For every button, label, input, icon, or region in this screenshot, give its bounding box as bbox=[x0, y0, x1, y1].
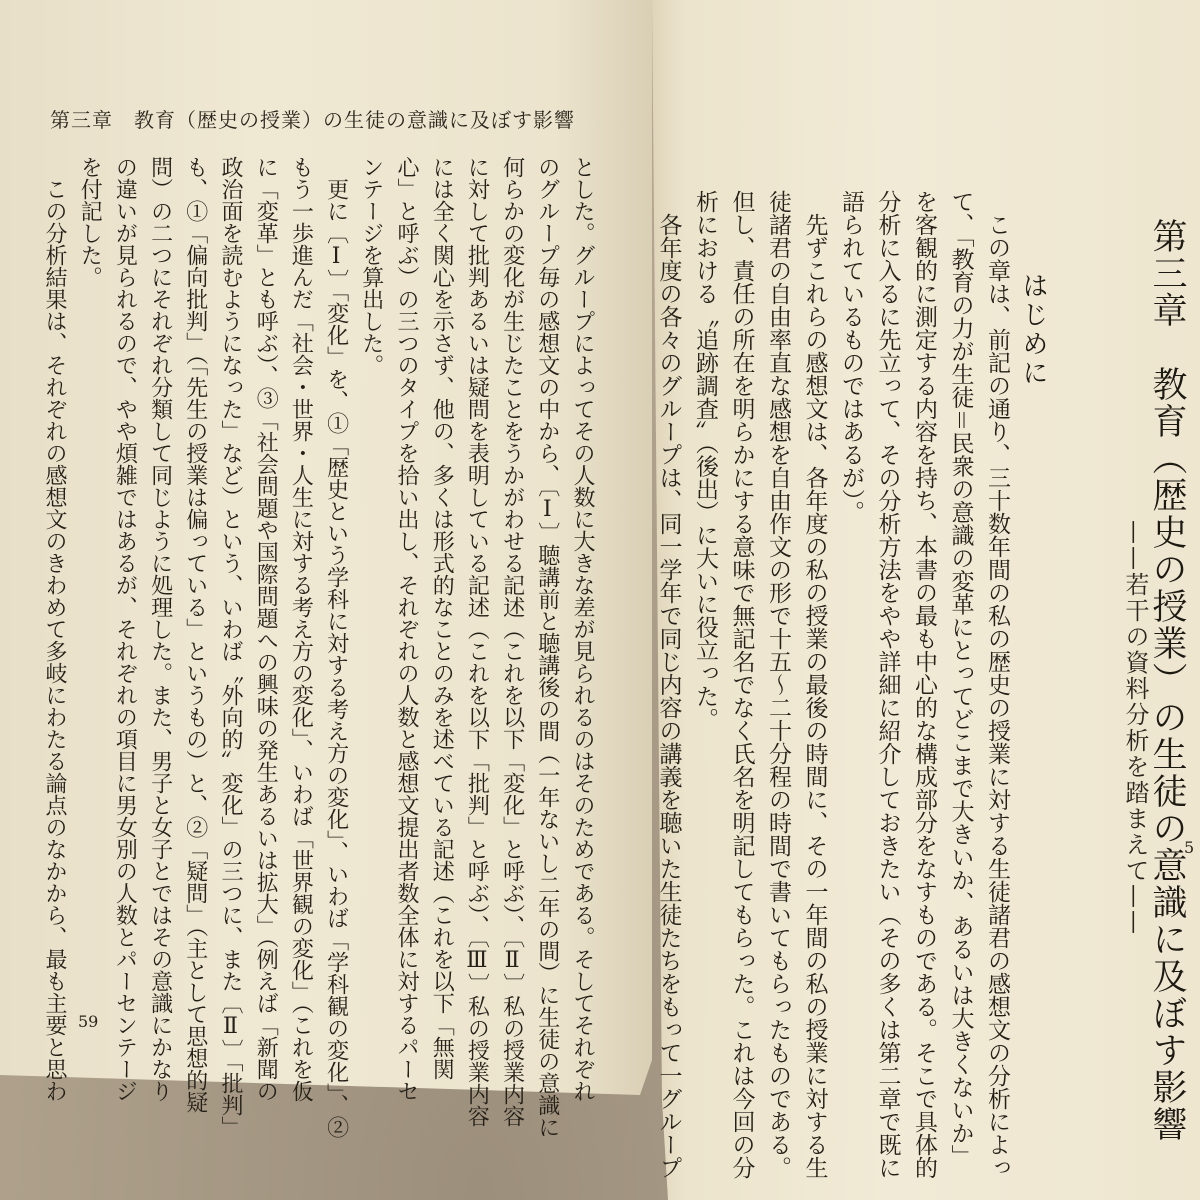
text-column: 政治面を読むようになった」など）という、いわば〝外向的〟変化」の三つに、また〔Ⅱ〕「批判」 bbox=[218, 156, 243, 1138]
text-column: に「変革」とも呼ぶ）、③「社会問題や国際問題への興味の発生あるいは拡大」（例えば「新聞の bbox=[253, 156, 279, 1102]
text-column: 更に〔Ⅰ〕「変化」を、①「歴史という学科に対する考え方の変化」、いわば「学科観の変化」、② bbox=[323, 178, 349, 1138]
text-column: て、「教育の力が生徒＝民衆の意識の変革にとってどこまで大きいか、あるいは大きくないか」 bbox=[947, 190, 974, 1168]
text-column: を付記した。 bbox=[77, 156, 103, 288]
chapter-title: 第三章 教育（歴史の授業）の生徒の意識に及ぼす影響 bbox=[1147, 218, 1187, 1143]
text-column: 心」と呼ぶ）の三つのタイプを拾い出し、それぞれの人数と感想文提出者数全体に対するパーセ bbox=[394, 156, 419, 1102]
running-header: 第三章 教育（歴史の授業）の生徒の意識に及ぼす影響 bbox=[50, 108, 575, 132]
text-column: 先ずこれらの感想文は、各年度の私の授業の最後の時間に、その一年間の私の授業に対する生 bbox=[801, 213, 828, 1179]
text-column: 何らかの変化が生じたことをうかがわせる記述（これを以下「変化」と呼ぶ）、〔Ⅱ〕私の授業内容 bbox=[499, 156, 525, 1127]
text-column: 語られているものではあるが）。 bbox=[838, 190, 864, 524]
text-column: も、①「偏向批判」（「先生の授業は偏っている」というもの）と、②「疑問」（主として思想的疑 bbox=[182, 156, 208, 1113]
text-column: もう一歩進んだ「社会・世界・人生に対する考え方の変化」、いわば「世界観の変化」（これを仮 bbox=[288, 156, 314, 1102]
text-column: のグループ毎の感想文の中から、〔Ⅰ〕聴講前と聴講後の間（一年ないし二年の間）に生徒の意識に bbox=[534, 156, 560, 1138]
text-column: 析における〝追跡調査〟（後出）に大いに役立った。 bbox=[692, 190, 718, 731]
text-column: を客観的に測定する内容を持ち、本書の最も中心的な構成部分をなすものである。そこで具体的 bbox=[911, 190, 937, 1179]
text-column: とした。グループによってその人数に大きな差が見られるのはそのためである。そしてそれぞれ bbox=[570, 156, 595, 1102]
text-column: ンテージを算出した。 bbox=[358, 156, 384, 376]
page-number-left: 59 bbox=[78, 1012, 99, 1031]
chapter-subtitle: ——若干の資料分析を踏まえて—— bbox=[1121, 520, 1149, 936]
text-column: 分析に入るに先立って、その分析方法をやや詳細に紹介しておきたい（その多くは第二章で既に bbox=[874, 190, 901, 1179]
text-column: 但し、責任の所在を明らかにする意味で無記名でなく氏名を明記してもらった。これは今回の分 bbox=[728, 190, 755, 1179]
text-column: に対して批判あるいは疑問を表明している記述（これを以下「批判」と呼ぶ）、〔Ⅲ〕私の授業内容 bbox=[464, 156, 490, 1127]
text-column: 徒諸君の自由率直な感想を自由作文の形で十五～二十分程の時間で書いてもらったものである。 bbox=[765, 190, 791, 1179]
text-column: この分析結果は、それぞれの感想文のきわめて多岐にわたる論点のなかから、最も主要と思わ bbox=[42, 178, 67, 1102]
text-column: 問）の二つにそれぞれ分類して同じように処理した。また、男子と女子とではその意識にかなり bbox=[147, 156, 173, 1102]
text-column: この章は、前記の通り、三十数年間の私の歴史の授業に対する生徒諸君の感想文の分析によっ bbox=[984, 213, 1010, 1179]
page-number-right: 5 bbox=[1184, 838, 1195, 857]
text-column: の違いが見られるので、やや煩雑ではあるが、それぞれの項目に男女別の人数とパーセンテージ bbox=[112, 156, 138, 1102]
section-title: はじめに bbox=[1018, 272, 1048, 388]
text-column: には全く関心を示さず、他の、多くは形式的なことのみを述べている記述（これを以下「無関 bbox=[429, 156, 455, 1080]
text-column: 各年度の各々のグループは、同一学年で同じ内容の講義を聴いた生徒たちをもって一グループ bbox=[655, 213, 682, 1179]
